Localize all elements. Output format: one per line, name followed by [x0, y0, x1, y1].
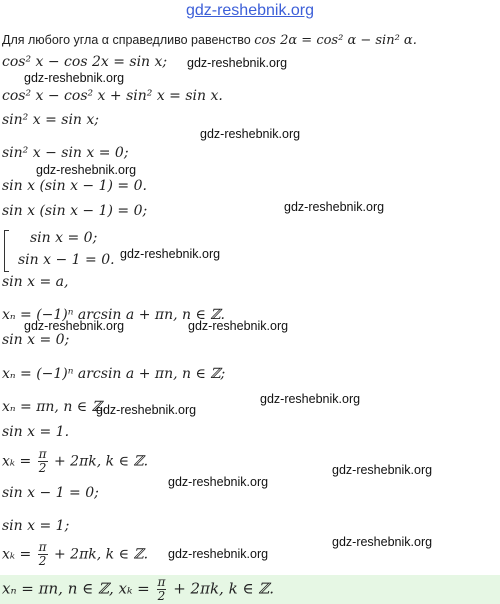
equation-line: xₙ = πn, n ∈ ℤ.: [2, 399, 107, 415]
watermark: gdz-reshebnik.org: [260, 392, 361, 406]
watermark: gdz-reshebnik.org: [168, 475, 269, 489]
equation-line: sin² x = sin x;: [2, 112, 100, 128]
equation-line: sin x − 1 = 0;: [2, 485, 99, 501]
equation-line: xₙ = (−1)ⁿ arcsin a + πn, n ∈ ℤ.: [2, 307, 225, 323]
watermark: gdz-reshebnik.org: [120, 247, 221, 261]
system-bracket: [4, 230, 9, 272]
equation-line: xₙ = (−1)ⁿ arcsin a + πn, n ∈ ℤ;: [2, 366, 226, 382]
equation-line: sin x (sin x − 1) = 0.: [2, 178, 147, 194]
equation-line: sin² x − sin x = 0;: [2, 145, 129, 161]
watermark: gdz-reshebnik.org: [36, 163, 137, 177]
system-row: sin x = 0;: [30, 230, 98, 246]
watermark: gdz-reshebnik.org: [168, 547, 269, 561]
watermark: gdz-reshebnik.org: [24, 319, 125, 333]
equation-line: sin x = 1;: [2, 518, 70, 534]
equation-line: sin x = 0;: [2, 332, 70, 348]
site-header: [0, 0, 500, 22]
fraction: $\frac{\pi}{2}$: [38, 447, 47, 475]
watermark: gdz-reshebnik.org: [200, 127, 301, 141]
intro-formula: cos 2α = cos² α − sin² α.: [254, 33, 417, 48]
equation-system: [2, 228, 122, 272]
fraction: $\frac{\pi}{2}$: [157, 575, 166, 603]
site-link[interactable]: gdz-reshebnik.org: [185, 2, 315, 19]
watermark: gdz-reshebnik.org: [24, 71, 125, 85]
equation-line: sin x = 1.: [2, 424, 70, 440]
equation-line: cos² x − cos² x + sin² x = sin x.: [2, 88, 223, 104]
system-row: sin x − 1 = 0.: [18, 252, 115, 268]
watermark: gdz-reshebnik.org: [188, 319, 289, 333]
equation-line: cos² x − cos 2x = sin x;: [2, 54, 168, 70]
intro-text: Для любого угла α справедливо равенство cos 2α = cos² α − sin² α.: [2, 33, 417, 48]
watermark: gdz-reshebnik.org: [187, 56, 288, 70]
final-answer: xₙ = πn, n ∈ ℤ, xₖ = $\frac{\pi}{2}$ + 2πk, k ∈ ℤ.: [2, 575, 275, 603]
equation-line: sin x = a,: [2, 274, 69, 290]
watermark: gdz-reshebnik.org: [332, 535, 433, 549]
watermark: gdz-reshebnik.org: [284, 200, 385, 214]
watermark: gdz-reshebnik.org: [96, 403, 197, 417]
watermark: gdz-reshebnik.org: [332, 463, 433, 477]
equation-line-fraction: xₖ = $\frac{\pi}{2}$ + 2πk, k ∈ ℤ.: [2, 447, 149, 475]
equation-line: sin x (sin x − 1) = 0;: [2, 203, 148, 219]
equation-line-fraction: xₖ = $\frac{\pi}{2}$ + 2πk, k ∈ ℤ.: [2, 540, 149, 568]
fraction: $\frac{\pi}{2}$: [38, 540, 47, 568]
